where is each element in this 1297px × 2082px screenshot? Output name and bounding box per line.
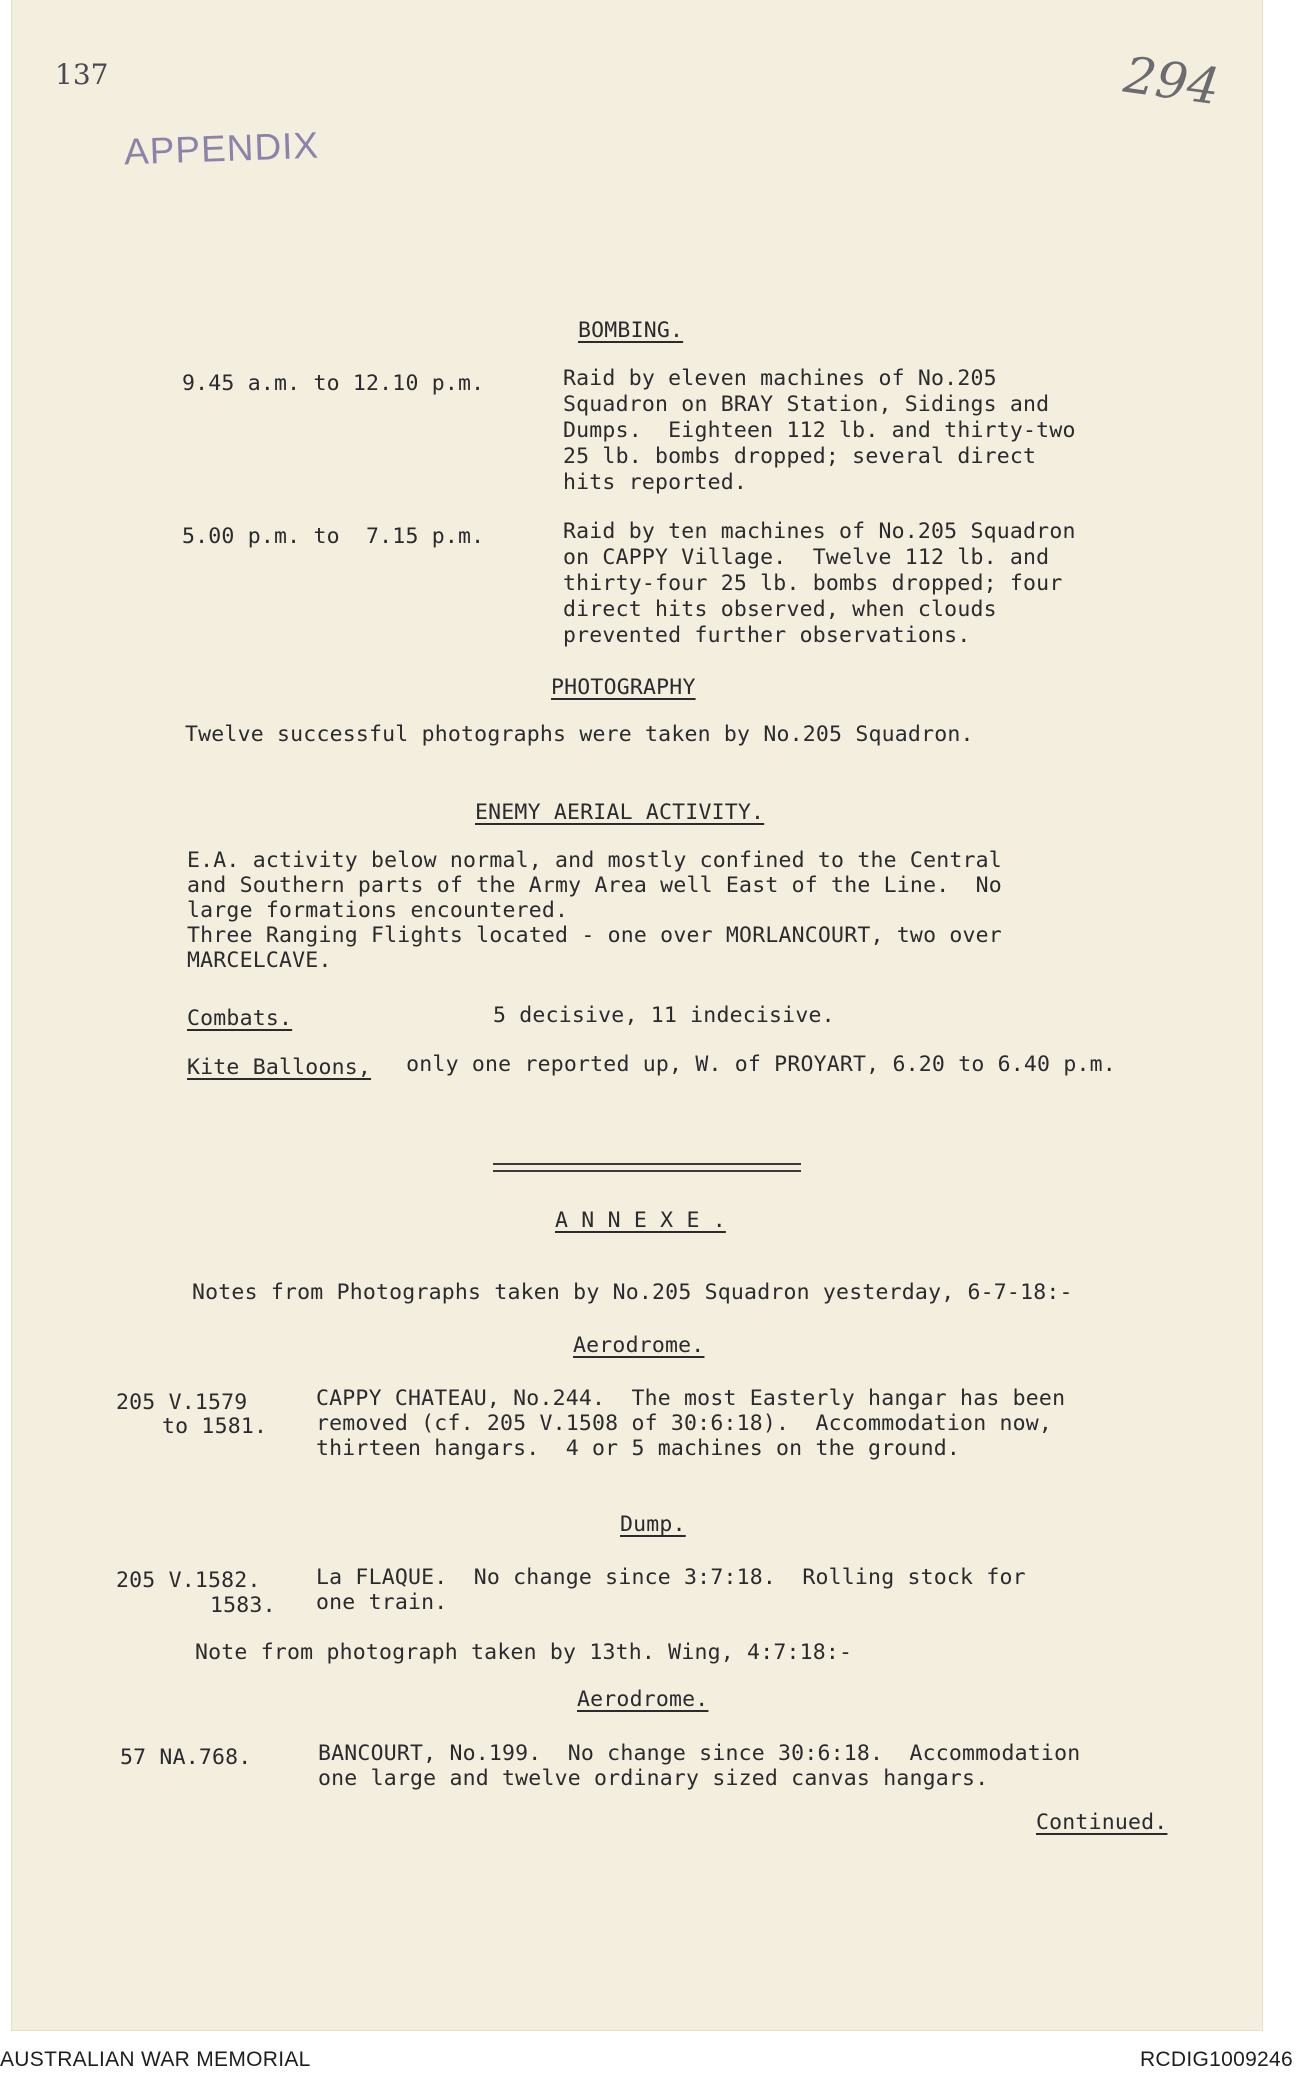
aerodrome-heading: Aerodrome. [573, 1333, 705, 1358]
kite-balloons-label: Kite Balloons, [187, 1055, 372, 1080]
raid-1-line: hits reported. [563, 470, 748, 495]
entry-2-ref: 1583. [210, 1593, 276, 1618]
raid-1-line: 25 lb. bombs dropped; several direct [563, 444, 1037, 469]
entry-2-ref: 205 V.1582. [116, 1568, 261, 1593]
footer-record-id: RCDIG1009246 [1139, 2048, 1293, 2071]
raid-1-line: Raid by eleven machines of No.205 [563, 366, 997, 391]
section-divider [493, 1163, 801, 1165]
annexe-heading: A N N E X E . [555, 1208, 726, 1233]
page-number-stamp: 137 [55, 58, 109, 91]
annexe-notes-intro: Notes from Photographs taken by No.205 Squadron yesterday, 6-7-18:- [192, 1280, 1073, 1305]
kite-balloons-value: only one reported up, W. of PROYART, 6.20 to 6.40 p.m. [393, 1052, 1116, 1077]
footer-institution: AUSTRALIAN WAR MEMORIAL [0, 2048, 311, 2071]
raid-2-line: on CAPPY Village. Twelve 112 lb. and [563, 545, 1050, 570]
entry-1-line: thirteen hangars. 4 or 5 machines on the ground. [316, 1436, 961, 1461]
entry-2-line: La FLAQUE. No change since 3:7:18. Rolling stock for [316, 1565, 1026, 1590]
combats-label: Combats. [187, 1006, 293, 1031]
enemy-activity-heading: ENEMY AERIAL ACTIVITY. [475, 800, 765, 825]
enemy-activity-line: large formations encountered. [187, 898, 569, 923]
photography-text: Twelve successful photographs were taken by No.205 Squadron. [185, 722, 974, 747]
entry-3-line: one large and twelve ordinary sized canvas hangars. [318, 1766, 989, 1791]
dump-heading: Dump. [620, 1512, 686, 1537]
appendix-stamp: APPENDIX [123, 124, 320, 173]
enemy-activity-line: and Southern parts of the Army Area well East of the Line. No [187, 873, 1002, 898]
continued-label: Continued. [1036, 1810, 1168, 1835]
annexe-note-2: Note from photograph taken by 13th. Wing, 4:7:18:- [195, 1640, 853, 1665]
aerodrome-2-heading: Aerodrome. [577, 1687, 709, 1712]
entry-3-line: BANCOURT, No.199. No change since 30:6:18. Accommodation [318, 1741, 1081, 1766]
handwritten-folio-number: 294 [1120, 45, 1224, 117]
enemy-activity-line: MARCELCAVE. [187, 948, 332, 973]
raid-1-time: 9.45 a.m. to 12.10 p.m. [182, 371, 485, 396]
raid-2-line: Raid by ten machines of No.205 Squadron [563, 519, 1076, 544]
entry-2-line: one train. [316, 1590, 448, 1615]
entry-1-ref: 205 V.1579 [116, 1390, 248, 1415]
section-divider [493, 1170, 801, 1172]
raid-2-line: prevented further observations. [563, 623, 971, 648]
entry-1-ref: to 1581. [162, 1414, 268, 1439]
bombing-heading: BOMBING. [578, 318, 684, 343]
combats-value: 5 decisive, 11 indecisive. [493, 1003, 835, 1028]
raid-2-time: 5.00 p.m. to 7.15 p.m. [182, 524, 485, 549]
entry-3-ref: 57 NA.768. [120, 1745, 252, 1770]
raid-2-line: thirty-four 25 lb. bombs dropped; four [563, 571, 1063, 596]
raid-2-line: direct hits observed, when clouds [563, 597, 997, 622]
raid-1-line: Dumps. Eighteen 112 lb. and thirty-two [563, 418, 1076, 443]
enemy-activity-line: Three Ranging Flights located - one over MORLANCOURT, two over [187, 923, 1002, 948]
photography-heading: PHOTOGRAPHY [551, 675, 696, 700]
raid-1-line: Squadron on BRAY Station, Sidings and [563, 392, 1050, 417]
show-through-text [1110, 268, 1123, 292]
enemy-activity-line: E.A. activity below normal, and mostly confined to the Central [187, 848, 1002, 873]
entry-1-line: removed (cf. 205 V.1508 of 30:6:18). Accommodation now, [316, 1411, 1053, 1436]
entry-1-line: CAPPY CHATEAU, No.244. The most Easterly hangar has been [316, 1386, 1066, 1411]
